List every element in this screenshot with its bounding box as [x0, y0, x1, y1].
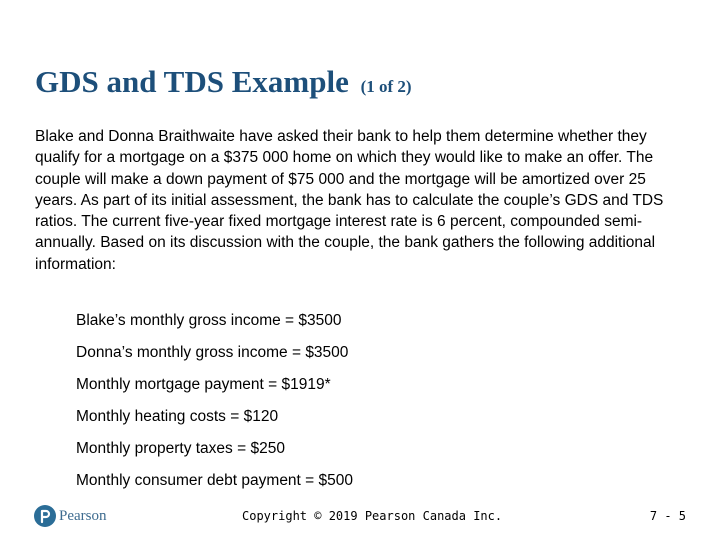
page-number: 7 - 5 — [649, 509, 686, 523]
fact-item: Donna’s monthly gross income = $3500 — [76, 344, 349, 361]
slide-title — [35, 64, 412, 100]
pearson-logo-text: Pearson — [59, 507, 107, 524]
fact-item: Monthly heating costs = $120 — [76, 408, 279, 425]
facts-list — [76, 307, 353, 499]
pearson-logo-icon — [34, 505, 56, 527]
copyright-notice: Copyright © 2019 Pearson Canada Inc. — [242, 509, 503, 523]
fact-item: Monthly consumer debt payment = $500 — [76, 472, 354, 489]
intro-paragraph: Blake and Donna Braithwaite have asked their bank to help them determine whether they qualify for a mortgage on a $375 000 home on which they would like to make an offer. The couple will make a down payment of $75 000 and the mortgage will be amortized over 25 years. As part of its initial assessment, the bank has to calculate the couple’s GDS and TDS ratios. The current five-year fixed mortgage interest rate is 6 percent, compounded semi-annually. Based on its discussion with the couple, the bank gathers the following additional information: — [35, 128, 664, 273]
fact-item: Monthly mortgage payment = $1919* — [76, 376, 331, 393]
title-text: GDS and TDS Example — [35, 64, 349, 99]
title-part-indicator: (1 of 2) — [360, 77, 412, 96]
pearson-logo — [34, 505, 107, 527]
fact-item: Monthly property taxes = $250 — [76, 440, 285, 457]
fact-item: Blake’s monthly gross income = $3500 — [76, 312, 342, 329]
